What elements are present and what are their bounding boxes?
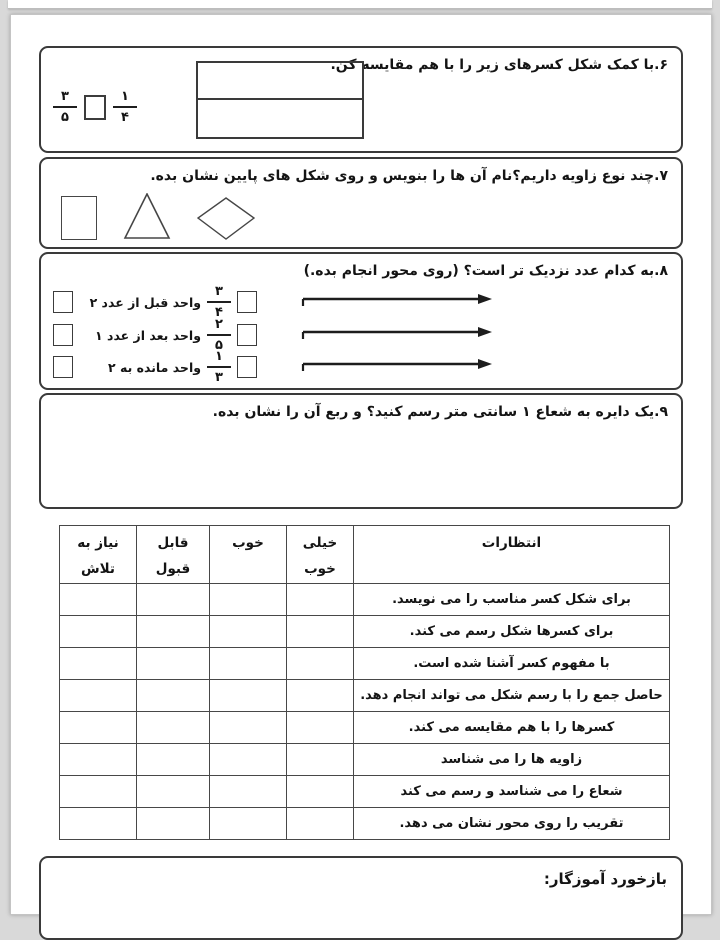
number-line-row-label: واحد مانده به ۲ bbox=[108, 359, 201, 375]
rating-cell[interactable] bbox=[287, 680, 354, 712]
rating-cell[interactable] bbox=[137, 712, 210, 744]
answer-checkbox[interactable] bbox=[237, 356, 257, 378]
rating-cell[interactable] bbox=[287, 808, 354, 840]
fraction-three-fourths: $\frac{۳}{۴}$ bbox=[207, 285, 231, 319]
expectation-label: کسرها را با هم مقایسه می کند. bbox=[354, 712, 670, 744]
teacher-feedback-label: بازخورد آموزگار: bbox=[543, 870, 667, 888]
answer-checkbox[interactable] bbox=[53, 324, 73, 346]
diamond-shape bbox=[197, 197, 255, 240]
header-good: خوب bbox=[210, 526, 287, 584]
rating-cell[interactable] bbox=[210, 808, 287, 840]
teacher-feedback-box[interactable] bbox=[39, 856, 683, 940]
question-7-box bbox=[39, 157, 683, 249]
header-acceptable: قابل قبول bbox=[137, 526, 210, 584]
fraction-two-fifths: $\frac{۲}{۵}$ bbox=[207, 318, 231, 352]
rubric-row bbox=[60, 712, 670, 744]
rating-cell[interactable] bbox=[287, 616, 354, 648]
rating-cell[interactable] bbox=[210, 712, 287, 744]
fraction-one-fourth: $\frac{۱}{۴}$ bbox=[113, 90, 137, 124]
header-expectations: انتظارات bbox=[354, 526, 670, 584]
rating-cell[interactable] bbox=[60, 808, 137, 840]
comparison-answer-box[interactable] bbox=[84, 95, 106, 120]
rating-cell[interactable] bbox=[210, 680, 287, 712]
fraction-one-third: $\frac{۱}{۳}$ bbox=[207, 350, 231, 384]
rating-cell[interactable] bbox=[60, 744, 137, 776]
worksheet-page bbox=[10, 14, 712, 915]
question-9-text: ۹.یک دایره به شعاع ۱ سانتی متر رسم کنید؟ و ربع آن را نشان بده. bbox=[212, 404, 668, 420]
rating-cell[interactable] bbox=[287, 584, 354, 616]
rating-cell[interactable] bbox=[60, 648, 137, 680]
rubric-row bbox=[60, 808, 670, 840]
rating-cell[interactable] bbox=[287, 776, 354, 808]
rubric-row bbox=[60, 744, 670, 776]
expectation-label: حاصل جمع را با رسم شکل می تواند انجام دهد. bbox=[354, 680, 670, 712]
rating-cell[interactable] bbox=[137, 680, 210, 712]
rubric-table bbox=[59, 525, 670, 840]
rating-cell[interactable] bbox=[210, 776, 287, 808]
header-very-good: خیلی خوب bbox=[287, 526, 354, 584]
fraction-three-fifths: $\frac{۳}{۵}$ bbox=[53, 90, 77, 124]
rubric-row bbox=[60, 680, 670, 712]
rating-cell[interactable] bbox=[60, 776, 137, 808]
number-line-row-3 bbox=[53, 349, 494, 385]
question-6-box bbox=[39, 46, 683, 153]
question-8-box bbox=[39, 252, 683, 390]
rubric-row bbox=[60, 584, 670, 616]
rating-cell[interactable] bbox=[210, 648, 287, 680]
triangle-shape bbox=[123, 193, 171, 240]
rating-cell[interactable] bbox=[287, 712, 354, 744]
expectation-label: زاویه ها را می شناسد bbox=[354, 744, 670, 776]
rubric-row bbox=[60, 776, 670, 808]
rating-cell[interactable] bbox=[210, 744, 287, 776]
expectation-label: با مفهوم کسر آشنا شده است. bbox=[354, 648, 670, 680]
number-line-arrow bbox=[299, 290, 494, 314]
previous-page-bottom-edge bbox=[8, 0, 712, 9]
rating-cell[interactable] bbox=[60, 584, 137, 616]
expectation-label: برای کسرها شکل رسم می کند. bbox=[354, 616, 670, 648]
rubric-row bbox=[60, 616, 670, 648]
rating-cell[interactable] bbox=[137, 744, 210, 776]
rating-cell[interactable] bbox=[137, 584, 210, 616]
rating-cell[interactable] bbox=[60, 680, 137, 712]
number-line-row-1 bbox=[53, 284, 494, 320]
rating-cell[interactable] bbox=[210, 584, 287, 616]
number-line-row-2 bbox=[53, 317, 494, 353]
question-9-box[interactable] bbox=[39, 393, 683, 509]
fraction-comparison bbox=[53, 90, 137, 124]
rating-cell[interactable] bbox=[210, 616, 287, 648]
expectation-label: برای شکل کسر مناسب را می نویسد. bbox=[354, 584, 670, 616]
rating-cell[interactable] bbox=[287, 744, 354, 776]
rating-cell[interactable] bbox=[137, 776, 210, 808]
rating-cell[interactable] bbox=[60, 712, 137, 744]
question-8-text: ۸.به کدام عدد نزدیک تر است؟ (روی محور انجام بده.) bbox=[303, 263, 668, 279]
expectation-label: تقریب را روی محور نشان می دهد. bbox=[354, 808, 670, 840]
angle-shapes-row bbox=[61, 193, 255, 240]
rubric-header-row bbox=[60, 526, 670, 584]
rubric-row bbox=[60, 648, 670, 680]
question-6-text: ۶.با کمک شکل کسرهای زیر را با هم مقایسه کن. bbox=[330, 57, 668, 73]
answer-checkbox[interactable] bbox=[237, 324, 257, 346]
answer-checkbox[interactable] bbox=[237, 291, 257, 313]
header-needs-effort: نیاز به تلاش bbox=[60, 526, 137, 584]
rating-cell[interactable] bbox=[60, 616, 137, 648]
answer-checkbox[interactable] bbox=[53, 291, 73, 313]
expectation-label: شعاع را می شناسد و رسم می کند bbox=[354, 776, 670, 808]
rating-cell[interactable] bbox=[287, 648, 354, 680]
square-shape bbox=[61, 196, 97, 240]
rating-cell[interactable] bbox=[137, 616, 210, 648]
number-line-arrow bbox=[299, 355, 494, 379]
number-line-row-label: واحد قبل از عدد ۲ bbox=[89, 294, 201, 310]
number-line-arrow bbox=[299, 323, 494, 347]
number-line-row-label: واحد بعد از عدد ۱ bbox=[95, 327, 201, 343]
rating-cell[interactable] bbox=[137, 648, 210, 680]
rating-cell[interactable] bbox=[137, 808, 210, 840]
halved-rectangle-shape bbox=[196, 61, 364, 139]
answer-checkbox[interactable] bbox=[53, 356, 73, 378]
question-7-text: ۷.چند نوع زاویه داریم؟نام آن ها را بنویس و روی شکل های پایین نشان بده. bbox=[150, 168, 668, 184]
rectangle-top-half bbox=[198, 63, 362, 100]
